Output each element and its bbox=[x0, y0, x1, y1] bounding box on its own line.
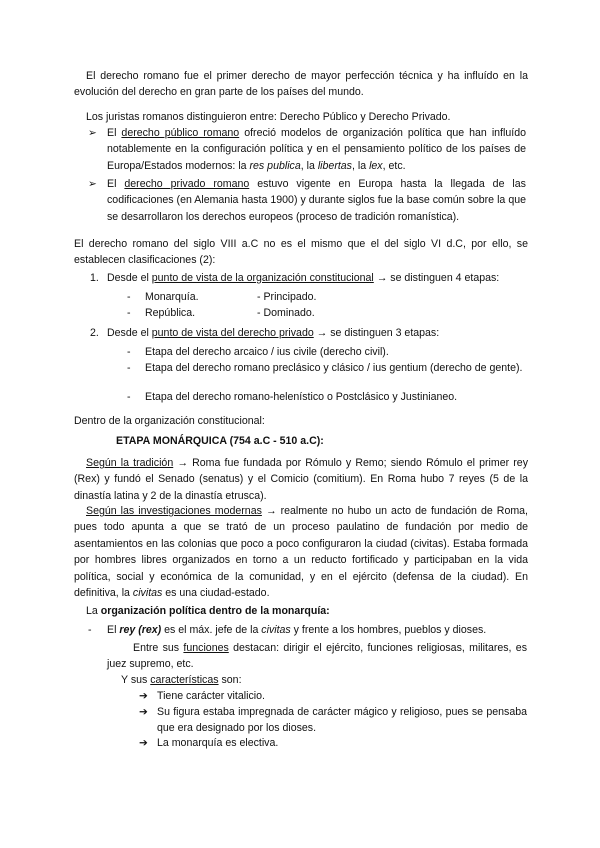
classification-intro: El derecho romano del siglo VIII a.C no es el mismo que el del siglo VI d.C, por ello, se establecen clasificaciones (2): bbox=[74, 238, 528, 267]
list2-heading: Desde el punto de vista del derecho privado → se distinguen 3 etapas: bbox=[107, 327, 440, 339]
arrow-right-icon: ➔ bbox=[139, 706, 148, 718]
stage-dominado: - Dominado. bbox=[257, 307, 315, 319]
constitutional-intro: Dentro de la organización constitucional: bbox=[74, 415, 265, 427]
private-viewpoint-term: punto de vista del derecho privado bbox=[151, 327, 314, 339]
arrow-bullet-icon: ➢ bbox=[88, 178, 97, 190]
list-item: Etapa del derecho romano-helenístico o Postclásico y Justinianeo. bbox=[145, 391, 458, 403]
list1-number: 1. bbox=[90, 272, 99, 284]
arrow-right-icon: ➔ bbox=[139, 737, 148, 749]
characteristics-heading: Y sus características son: bbox=[121, 674, 242, 686]
research-term: Según las investigaciones modernas bbox=[86, 505, 262, 517]
arrow-right-icon: ➔ bbox=[139, 690, 148, 702]
research-paragraph: Según las investigaciones modernas → realmente no hubo un acto de fundación de Roma, pues todo apunta a que se trató de un proceso paulatino de fundación por medio de asentamientos en las colonias que poco a poco configuraron la ciudad (civitas). Estaba formada por hombres libres organizados en torno a un reducto fortificado y participaban en la vida política, social y económica de la comunidad, y en el ejército (defensa de la ciudad). En definitiva, la civitas es una ciudad-estado. bbox=[74, 505, 529, 600]
org-heading: La organización política dentro de la monarquía: bbox=[86, 605, 330, 617]
list-item: Etapa del derecho arcaico / ius civile (derecho civil). bbox=[145, 346, 389, 358]
jurists-paragraph: Los juristas romanos distinguieron entre: Derecho Público y Derecho Privado. bbox=[86, 111, 451, 123]
dash-bullet: - bbox=[127, 307, 131, 319]
dash-bullet: - bbox=[127, 362, 131, 374]
dash-bullet: - bbox=[88, 624, 92, 636]
list-item: La monarquía es electiva. bbox=[157, 737, 279, 749]
tradition-paragraph: Según la tradición → Roma fue fundada por Rómulo y Remo; siendo Rómulo el primer rey (Rex) y fundó el Senado (senatus) y el Comicio (comitium). En Roma hubo 7 reyes (5 de la dinastía latina y 2 de la dinastía etrusca). bbox=[74, 457, 528, 502]
stage-republica: República. bbox=[145, 307, 196, 319]
stage-principado: - Principado. bbox=[257, 291, 317, 303]
functions-paragraph: Entre sus funciones destacan: dirigir el ejército, funciones religiosas, militares, es juez supremo, etc. bbox=[107, 642, 527, 671]
public-law-term: derecho público romano bbox=[121, 127, 240, 139]
list1-heading: Desde el punto de vista de la organización constitucional → se distinguen 4 etapas: bbox=[107, 272, 500, 284]
private-law-term: derecho privado romano bbox=[124, 178, 250, 190]
constitutional-viewpoint-term: punto de vista de la organización constitucional bbox=[151, 272, 374, 284]
stage-monarquia: Monarquía. bbox=[145, 291, 199, 303]
dash-bullet: - bbox=[127, 391, 131, 403]
list-item: Su figura estaba impregnada de carácter mágico y religioso, pues se pensaba que era designado por los dioses. bbox=[157, 706, 527, 735]
characteristics-term: características bbox=[150, 674, 219, 686]
intro-paragraph: El derecho romano fue el primer derecho de mayor perfección técnica y ha influído en la evolución del derecho en gran parte de los países del mundo. bbox=[74, 70, 528, 99]
arrow-bullet-icon: ➢ bbox=[88, 127, 97, 139]
private-law-bullet: El derecho privado romano estuvo vigente en Europa hasta la llegada de las codificaciones (en Alemania hasta 1900) y durante siglos fue la base común sobre la que se desarrollaron los derechos europeos (proceso de tradición romanística). bbox=[107, 178, 526, 223]
tradition-term: Según la tradición bbox=[86, 457, 174, 469]
functions-term: funciones bbox=[183, 642, 229, 654]
list-item: Etapa del derecho romano preclásico y clásico / ius gentium (derecho de gente). bbox=[145, 362, 523, 374]
dash-bullet: - bbox=[127, 291, 131, 303]
king-paragraph: El rey (rex) es el máx. jefe de la civitas y frente a los hombres, pueblos y dioses. bbox=[107, 624, 487, 636]
list-item: Tiene carácter vitalicio. bbox=[157, 690, 265, 702]
public-law-bullet: El derecho público romano ofreció modelos de organización política que han influído notablemente en la configuración política y en el pensamiento político de los países de Europa/Estados modernos: la res publica, la libertas, la lex, etc. bbox=[107, 127, 526, 172]
section-title: ETAPA MONÁRQUICA (754 a.C - 510 a.C): bbox=[116, 435, 324, 447]
list2-number: 2. bbox=[90, 327, 99, 339]
dash-bullet: - bbox=[127, 346, 131, 358]
